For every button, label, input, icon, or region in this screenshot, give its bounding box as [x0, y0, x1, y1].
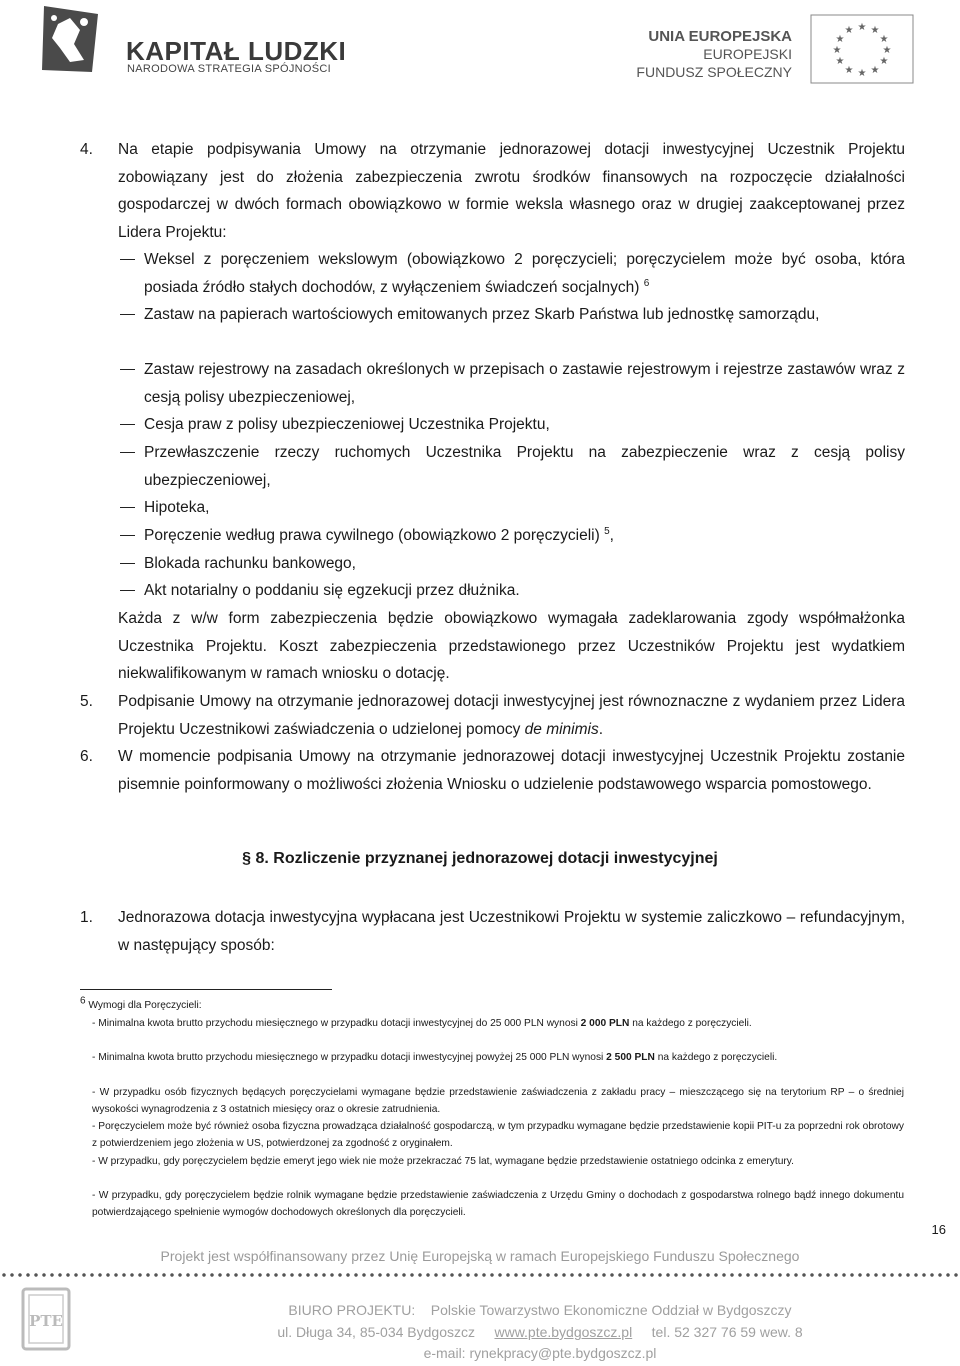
footer-contact-line — [0, 1324, 960, 1340]
svg-text:★: ★ — [844, 65, 854, 76]
bullet-text: Zastaw na papierach wartościowych emitowanych przez Skarb Państwa lub jednostkę samorządu, — [144, 306, 820, 323]
footer-email[interactable]: e-mail: rynekpracy@pte.bydgoszcz.pl — [423, 1345, 657, 1361]
address: ul. Długa 34, 85-034 Bydgoszcz — [277, 1324, 476, 1340]
kapital-ludzki-logo-icon — [40, 4, 102, 74]
punctuation: , — [609, 527, 614, 544]
list-item — [120, 246, 905, 301]
item-number: 6. — [80, 748, 93, 765]
office-name: Polskie Towarzystwo Ekonomiczne Oddział w Bydgoszczy — [430, 1302, 792, 1318]
phone: tel. 52 327 76 59 wew. 8 — [651, 1324, 803, 1340]
bullet-text: Przewłaszczenie rzeczy ruchomych Uczestnika Projektu na zabezpieczenie wraz z cesją polisy ubezpieczeniowej, — [144, 444, 905, 489]
office-label: BIURO PROJEKTU: — [288, 1302, 416, 1318]
footnote-ref: 5 — [604, 525, 610, 537]
footnote-item: - W przypadku, gdy poręczycielem będzie emeryt jego wiek nie może przekraczać 75 lat, wymagane będzie przedstawienie ostatniego odcinka z emerytury. — [92, 1156, 794, 1167]
website-link[interactable]: www.pte.bydgoszcz.pl — [494, 1324, 633, 1340]
eu-label: UNIA EUROPEJSKA — [648, 28, 792, 45]
fund-label-line2: FUNDUSZ SPOŁECZNY — [636, 64, 792, 80]
footer-office-line — [0, 1302, 960, 1318]
fund-label-line1: EUROPEJSKI — [703, 46, 792, 62]
bullet-text: Blokada rachunku bankowego, — [144, 555, 356, 572]
cofinance-note: Projekt jest współfinansowany przez Unię Europejską w ramach Europejskiego Funduszu Społecznego — [160, 1248, 800, 1264]
dash-bullet — [120, 314, 135, 315]
svg-text:★: ★ — [857, 22, 867, 33]
footnote-head-text: Wymogi dla Poręczycieli: — [88, 1000, 202, 1011]
list-item — [120, 301, 905, 329]
footnote-item: - Minimalna kwota brutto przychodu miesięcznego w przypadku dotacji inwestycyjnej powyżej 25 000 PLN wynosi 2 500 PLN na każdego z poręczycieli. — [92, 1052, 778, 1063]
footnote-item: - Minimalna kwota brutto przychodu miesięcznego w przypadku dotacji inwestycyjnej do 25 000 PLN wynosi 2 000 PLN na każdego z poręczycieli. — [92, 1018, 752, 1029]
svg-text:★: ★ — [882, 45, 892, 56]
item5-italic: de minimis — [524, 720, 599, 738]
dash-bullet — [120, 507, 135, 508]
bullet-text: Weksel z poręczeniem wekslowym (obowiązkowo 2 poręczycieli; poręczycielem może być osoba, która posiada źródło stałych dochodów, z wyłączeniem świadczeń socjalnych) — [144, 251, 905, 296]
item6-text: W momencie podpisania Umowy na otrzymanie jednorazowej dotacji inwestycyjnej Uczestnik Projektu zostanie pisemnie poinformowany o możliwości złożenia Wniosku o udzielenie podstawowego wsparcia pomostowego. — [118, 748, 905, 793]
bullet-text: Akt notarialny o poddaniu się egzekucji przez dłużnika. — [144, 582, 520, 599]
svg-text:★: ★ — [835, 34, 845, 45]
svg-text:★: ★ — [857, 68, 867, 79]
punctuation: . — [598, 720, 604, 738]
svg-text:★: ★ — [879, 56, 889, 67]
svg-text:★: ★ — [832, 45, 842, 56]
eu-flag-icon — [810, 14, 914, 84]
item4-closing: Każda z w/w form zabezpieczenia będzie obowiązkowo wymagała zadeklarowania zgody współmałżonka Uczestnika Projektu. Koszt zabezpieczenia przedstawionego przez Uczestników Projektu jest wydatkiem niekwalifikowanym w ramach wniosku o dotację. — [118, 610, 905, 682]
item5-text — [118, 688, 905, 743]
footnote-item: - W przypadku, gdy poręczycielem będzie rolnik wymagane będzie przedstawienie zaświadczenia z Urzędu Gminy o dochodach z gospodarstwa rolnego bądź innego dokumentu potwierdzającego spełnienie wymogów dochodowych określonych dla poręczycieli. — [92, 1190, 904, 1218]
list-item — [120, 439, 905, 494]
bullet-text: Zastaw rejestrowy na zasadach określonych w przepisach o zastawie rejestrowym i rejestrze zastawów wraz z cesją polisy ubezpieczeniowej, — [144, 361, 905, 406]
svg-text:★: ★ — [870, 65, 880, 76]
footnote-item: - W przypadku osób fizycznych będących poręczycielami wymagane będzie przedstawienie zaświadczenia z zakładu pracy – mieszczącego się na terytorium RP – o średniej wysokości wynagrodzenia z 3 ostatnich miesięcy oraz o okresie zatrudnienia. — [92, 1087, 904, 1115]
list-item — [120, 550, 905, 578]
dash-bullet — [120, 452, 135, 453]
svg-text:★: ★ — [835, 56, 845, 67]
list-item — [120, 411, 905, 439]
svg-text:★: ★ — [879, 34, 889, 45]
list-item — [120, 577, 905, 605]
item-number: 1. — [80, 909, 93, 926]
footnote-header — [80, 997, 202, 1014]
item5-body: Podpisanie Umowy na otrzymanie jednorazowej dotacji inwestycyjnej jest równoznaczne z wydaniem przez Lidera Projektu Uczestnikowi zaświadczenia o udzielonej pomocy — [118, 693, 905, 738]
item-number: 4. — [80, 141, 93, 158]
footnote-item: - Poręczycielem może być również osoba fizyczna prowadząca działalność gospodarczą, w tym przypadku wymagane będzie przedstawienie kopii PIT-u za poprzedni rok obrotowy z potwierdzeniem jego złożenia w US, potwierdzonej za zgodność z oryginałem. — [92, 1121, 904, 1149]
bullet-text: Hipoteka, — [144, 499, 210, 516]
svg-text:PTE: PTE — [29, 1312, 63, 1330]
dash-bullet — [120, 369, 135, 370]
svg-text:★: ★ — [870, 25, 880, 36]
footnote-ref: 6 — [643, 277, 650, 289]
list-item — [120, 494, 905, 522]
footnote-marker: 6 — [80, 995, 86, 1007]
dash-bullet — [120, 424, 135, 425]
dotted-separator — [0, 1272, 960, 1278]
program-subtitle: NARODOWA STRATEGIA SPÓJNOŚCI — [127, 63, 331, 75]
list-item — [120, 356, 905, 411]
list-item — [120, 522, 905, 550]
item-number: 5. — [80, 693, 93, 710]
section8-item1-text: Jednorazowa dotacja inwestycyjna wypłacana jest Uczestnikowi Projektu w systemie zaliczkowo – refundacyjnym, w następujący sposób: — [118, 909, 905, 954]
dash-bullet — [120, 563, 135, 564]
dash-bullet — [120, 590, 135, 591]
item4-intro: Na etapie podpisywania Umowy na otrzymanie jednorazowej dotacji inwestycyjnej Uczestnik Projektu zobowiązany jest do złożenia zabezpieczenia zwrotu środków finansowych na rozpoczęcie działalności gospodarczej w dwóch formach obowiązkowo w formie weksla własnego oraz w drugiej zaakceptowanej przez Lidera Projektu: — [118, 141, 905, 241]
pte-logo-icon — [20, 1286, 72, 1352]
dash-bullet — [120, 535, 135, 536]
page-number: 16 — [931, 1222, 946, 1237]
section-title: § 8. Rozliczenie przyznanej jednorazowej dotacji inwestycyjnej — [242, 850, 718, 867]
dash-bullet — [120, 259, 135, 260]
program-title: KAPITAŁ LUDZKI — [126, 36, 347, 66]
bullet-text: Cesja praw z polisy ubezpieczeniowej Uczestnika Projektu, — [144, 416, 550, 433]
bullet-text: Poręczenie według prawa cywilnego (obowiązkowo 2 poręczycieli) — [144, 527, 600, 544]
footnote-separator — [80, 989, 332, 990]
svg-text:★: ★ — [844, 25, 854, 36]
